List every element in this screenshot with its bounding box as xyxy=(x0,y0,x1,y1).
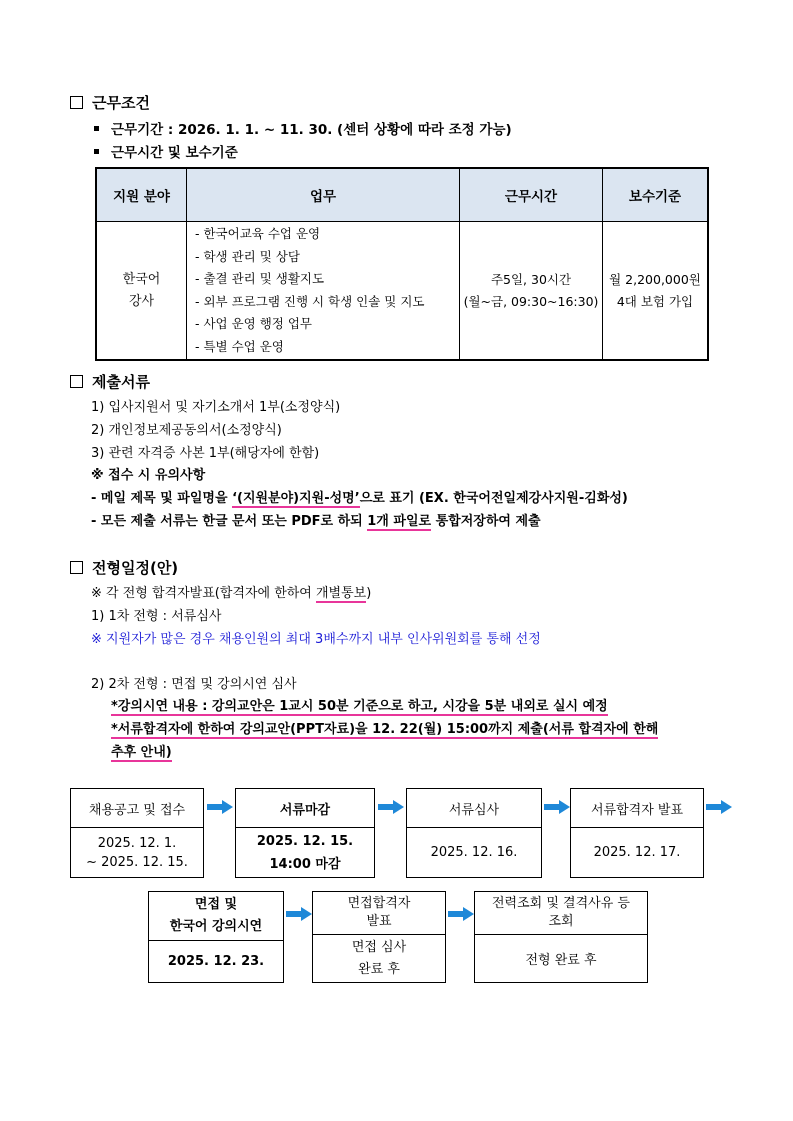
notice-line-1: - 메일 제목 및 파일명을 ‘(지원분야)지원-성명’으로 표기 (EX. 한국어전일제강사지원-김화성) xyxy=(91,491,628,506)
checkbox-square-icon xyxy=(70,375,83,388)
field-line: 강사 xyxy=(128,293,155,309)
table-header: 근무시간 xyxy=(460,168,603,222)
schedule-step-2-detail: *서류합격자에 한하여 강의교안(PPT자료)을 12. 22(월) 15:00까지 제출(서류 합격자에 한해 xyxy=(111,722,659,737)
work-conditions-table xyxy=(95,167,709,361)
duty-item: - 출결 관리 및 생활지도 xyxy=(195,271,325,286)
flow-date-line: 2025. 12. 15. xyxy=(256,833,354,849)
schedule-note: ※ 각 전형 합격자발표(합격자에 한하여 개별통보) xyxy=(91,586,372,601)
flow-date-line: ~ 2025. 12. 15. xyxy=(86,854,188,870)
flow-title-line: 면접 및 xyxy=(194,897,238,912)
document-item: 3) 관련 자격증 사본 1부(해당자에 한함) xyxy=(91,446,320,461)
flow-step-title: 채용공고 및 접수 xyxy=(71,789,203,828)
flow-step-background-check xyxy=(474,891,648,983)
flow-title-line: 전력조회 및 결격사유 등 xyxy=(492,896,630,911)
table-cell-field xyxy=(96,222,187,361)
table-header: 업무 xyxy=(187,168,460,222)
table-cell-pay xyxy=(603,222,709,361)
bullet-square-icon xyxy=(94,126,99,131)
hours-line: 주5일, 30시간 xyxy=(490,271,572,287)
flow-title-line: 면접합격자 xyxy=(347,896,411,911)
arrow-right-icon xyxy=(544,800,570,814)
flow-step-date: 2025. 12. 23. xyxy=(167,954,265,969)
duty-item: - 학생 관리 및 상담 xyxy=(195,248,300,264)
flow-title-line: 한국어 강의시연 xyxy=(169,919,263,934)
table-header-row xyxy=(96,168,708,222)
arrow-right-icon xyxy=(286,907,312,921)
arrow-right-icon xyxy=(448,907,474,921)
table-cell-hours xyxy=(460,222,603,361)
document-item: 1) 입사지원서 및 자기소개서 1부(소정양식) xyxy=(91,400,341,415)
flow-step-date: 2025. 12. 17. xyxy=(593,845,681,860)
flow-step-interview xyxy=(148,891,284,983)
flow-step-date xyxy=(71,828,203,877)
flow-date-line: 완료 후 xyxy=(358,961,400,977)
schedule-step-1-note: ※ 지원자가 많은 경우 채용인원의 최대 3배수까지 내부 인사위원회를 통해 선정 xyxy=(91,632,541,647)
schedule-step-2-detail: *강의시연 내용 : 강의교안은 1교시 50분 기준으로 하고, 시강을 5분 내외로 실시 예정 xyxy=(111,699,608,714)
field-line: 한국어 xyxy=(122,271,161,287)
flow-step-title: 서류합격자 발표 xyxy=(571,789,703,828)
section-title-documents: 제출서류 xyxy=(70,371,150,392)
schedule-step-2-detail: 추후 안내) xyxy=(111,745,172,760)
flow-step-date xyxy=(313,935,445,982)
work-period-line: 근무기간 : 2026. 1. 1. ~ 11. 30. (센터 상황에 따라 조정 가능) xyxy=(94,118,512,138)
duty-item: - 사업 운영 행정 업무 xyxy=(195,316,313,331)
arrow-right-icon xyxy=(207,800,233,814)
flow-step-deadline xyxy=(235,788,375,878)
schedule-step-1: 1) 1차 전형 : 서류심사 xyxy=(91,609,222,624)
flow-step-recruit xyxy=(70,788,204,878)
bullet-square-icon xyxy=(94,149,99,154)
flow-step-title: 서류심사 xyxy=(407,789,541,828)
flow-step-date: 전형 완료 후 xyxy=(525,953,597,968)
hours-line: (월~금, 09:30~16:30) xyxy=(463,293,599,309)
notice-line-2: - 모든 제출 서류는 한글 문서 또는 PDF로 하되 1개 파일로 통합저장하여 제출 xyxy=(91,514,541,529)
flow-title-line: 발표 xyxy=(366,914,392,929)
notice-title: ※ 접수 시 유의사항 xyxy=(91,468,206,483)
pay-line: 4대 보험 가입 xyxy=(616,293,694,309)
checkbox-square-icon xyxy=(70,561,83,574)
section-title-schedule: 전형일정(안) xyxy=(70,557,178,578)
flow-title-line: 조회 xyxy=(548,914,574,929)
arrow-right-icon xyxy=(378,800,404,814)
flow-step-date: 2025. 12. 16. xyxy=(430,845,518,860)
flow-step-screening xyxy=(406,788,542,878)
table-row xyxy=(96,222,708,361)
flow-step-doc-results xyxy=(570,788,704,878)
flow-step-title xyxy=(313,892,445,935)
flow-step-date xyxy=(236,828,374,877)
document-item: 2) 개인정보제공동의서(소정양식) xyxy=(91,423,282,438)
flow-date-line: 면접 심사 xyxy=(351,939,407,955)
flow-step-interview-results xyxy=(312,891,446,983)
flow-date-line: 2025. 12. 1. xyxy=(97,835,177,851)
table-header: 지원 분야 xyxy=(96,168,187,222)
table-cell-duties xyxy=(187,222,460,361)
arrow-right-icon xyxy=(706,800,732,814)
duty-item: - 특별 수업 운영 xyxy=(195,338,284,354)
flow-step-title xyxy=(149,892,283,941)
schedule-step-2: 2) 2차 전형 : 면접 및 강의시연 심사 xyxy=(91,677,297,692)
table-header: 보수기준 xyxy=(603,168,709,222)
flow-date-line: 14:00 마감 xyxy=(269,856,341,872)
section-title-work-conditions: 근무조건 xyxy=(70,92,150,113)
flow-step-title: 서류마감 xyxy=(236,789,374,828)
checkbox-square-icon xyxy=(70,96,83,109)
flow-step-title xyxy=(475,892,647,935)
duty-item: - 한국어교육 수업 운영 xyxy=(195,226,321,241)
work-hours-line: 근무시간 및 보수기준 xyxy=(94,141,238,161)
pay-line: 월 2,200,000원 xyxy=(609,271,701,287)
duty-item: - 외부 프로그램 진행 시 학생 인솔 및 지도 xyxy=(195,293,425,309)
